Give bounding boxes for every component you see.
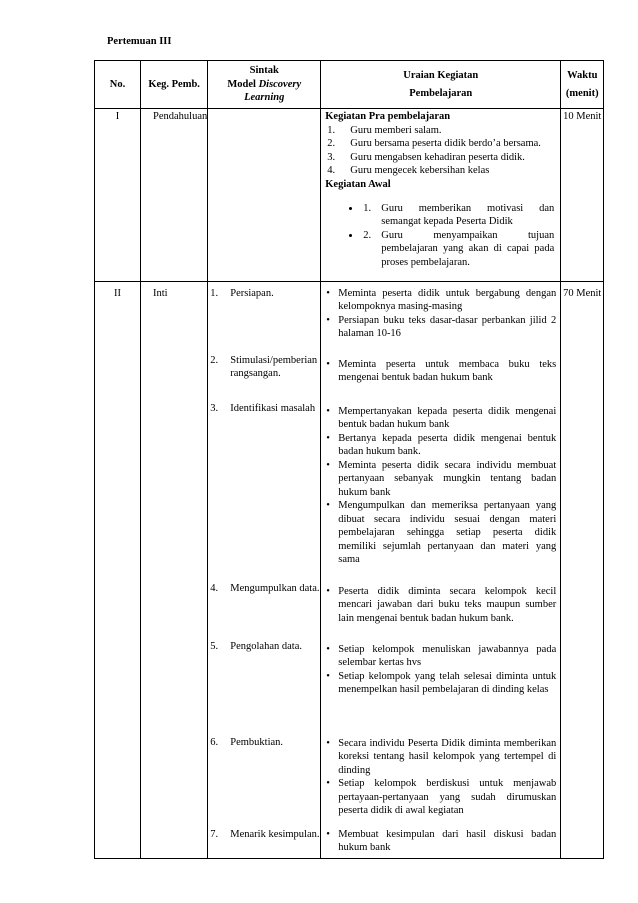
row1-no: I	[95, 109, 141, 282]
row2-uraian	[321, 281, 561, 858]
header-row	[95, 61, 604, 109]
sintak-step-text: Stimulasi/pemberian rangsangan.	[230, 354, 318, 379]
pra-item-text: Guru memberi salam.	[350, 124, 442, 136]
header-sintak-discovery: Discovery	[258, 78, 302, 90]
row-pendahuluan	[95, 109, 604, 282]
activity-group	[321, 287, 560, 341]
sintak-step	[208, 736, 320, 750]
sintak-step-number: 7.	[210, 828, 219, 840]
sintak-step-text: Identifikasi masalah	[230, 402, 316, 414]
activity-group	[321, 585, 560, 626]
header-waktu-line1: Waktu	[567, 70, 598, 81]
header-uraian-line1: Uraian Kegiatan	[403, 70, 479, 81]
sintak-step-number: 5.	[210, 640, 219, 652]
sintak-step-text: Persiapan.	[230, 287, 274, 299]
sintak-step	[208, 828, 320, 842]
header-keg: Keg. Pemb.	[141, 61, 208, 109]
pra-item	[321, 137, 560, 151]
header-uraian	[321, 61, 561, 109]
sintak-step-text: Mengumpulkan data.	[230, 582, 320, 594]
header-sintak-line3: Learning	[244, 92, 285, 104]
sintak-step-number: 3.	[210, 402, 219, 414]
awal-item-number: • 1.	[363, 202, 372, 214]
row2-keg: Inti	[141, 281, 208, 858]
header-uraian-line2: Pembelajaran	[409, 87, 473, 99]
row1-sintak	[208, 109, 321, 282]
activity-item: • Setiap kelompok berdiskusi untuk menjawab pertayaan-pertanyaan yang sudah dirumuskan peserta didik di awal kegiatan	[321, 777, 560, 818]
sintak-step-text: Pembuktian.	[230, 736, 284, 748]
row1-uraian	[321, 109, 561, 282]
sintak-step-text: Menarik kesimpulan.	[230, 828, 320, 840]
row2-waktu: 70 Menit	[561, 281, 604, 858]
activity-item: • Meminta peserta didik untuk bergabung dengan kelompoknya masing-masing	[321, 287, 560, 314]
pra-item	[321, 164, 560, 178]
activity-item: • Membuat kesimpulan dari hasil diskusi badan hukum bank	[321, 828, 560, 855]
awal-item-number: • 2.	[363, 229, 372, 241]
pra-item-text: Guru mengecek kebersihan kelas	[350, 165, 490, 176]
awal-item-text: Guru menyampaikan tujuan pembelajaran yang akan di capai pada proses pembelajaran.	[381, 229, 555, 268]
activity-item: • Peserta didik diminta secara kelompok kecil mencari jawaban dari buku teks maupun sumber lain mengenai bentuk badan hukum bank.	[321, 585, 560, 626]
header-sintak-line1: Sintak	[249, 65, 279, 77]
header-waktu-line2: (menit)	[565, 87, 599, 99]
activity-item: • Secara individu Peserta Didik diminta memberikan koreksi tentang hasil kelompok yang tertempel di dinding	[321, 737, 560, 778]
sintak-step-number: 6.	[210, 736, 219, 748]
row-inti	[95, 281, 604, 858]
sintak-step	[208, 640, 320, 654]
activity-group	[321, 737, 560, 818]
pra-item	[321, 151, 560, 165]
sintak-step-number: 2.	[210, 354, 219, 366]
pra-item-number: 1.	[327, 124, 336, 136]
activity-group	[321, 358, 560, 385]
row1-waktu: 10 Menit	[561, 109, 604, 282]
lesson-plan-table	[94, 60, 604, 859]
row2-no: II	[95, 281, 141, 858]
sintak-step-text: Pengolahan data.	[230, 640, 302, 652]
activity-item: • Setiap kelompok yang telah selesai diminta untuk menempelkan hasil pembelajaran di dinding kelas	[321, 670, 560, 697]
pra-item-text: Guru mengabsen kehadiran peserta didik.	[350, 151, 525, 163]
header-sintak	[208, 61, 321, 109]
activity-item: • Mempertanyakan kepada peserta didik mengenai bentuk badan hukum bank	[321, 405, 560, 432]
pra-title: Kegiatan Pra pembelajaran	[325, 111, 451, 122]
sintak-step	[208, 582, 320, 596]
pra-item-text: Guru bersama peserta didik berdo’a bersama.	[350, 138, 541, 149]
sintak-step	[208, 402, 320, 416]
activity-item: • Setiap kelompok menuliskan jawabannya pada selembar kertas hvs	[321, 643, 560, 670]
awal-item-text: Guru memberikan motivasi dan semangat kepada Peserta Didik	[381, 202, 555, 227]
pra-item-number: 4.	[327, 165, 336, 176]
header-sintak-line2	[208, 78, 320, 92]
awal-title: Kegiatan Awal	[325, 178, 391, 190]
header-sintak-model: Model	[227, 78, 259, 90]
activity-item: • Mengumpulkan dan memeriksa pertanyaan yang dibuat secara individu sesuai dengan materi pembelajaran sehingga setiap peserta didik memiliki sejumlah pertanyaan dan materi yang sama	[321, 499, 560, 567]
activity-group	[321, 405, 560, 567]
sintak-step-number: 4.	[210, 582, 219, 594]
page-heading: Pertemuan III	[107, 36, 172, 47]
activity-item: • Meminta peserta didik secara individu membuat pertanyaan sebanyak mungkin tentang badan hukum bank	[321, 459, 560, 500]
awal-item	[361, 202, 560, 229]
header-no: No.	[95, 61, 141, 109]
pra-item-number: 2.	[327, 138, 336, 149]
pra-item-number: 3.	[327, 151, 336, 163]
awal-item	[361, 229, 560, 270]
pra-list	[321, 124, 560, 178]
header-waktu	[561, 61, 604, 109]
sintak-step	[208, 354, 320, 381]
activity-group	[321, 828, 560, 855]
pra-item	[321, 124, 560, 138]
row1-keg: Pendahuluan	[141, 109, 208, 282]
activity-item: • Persiapan buku teks dasar-dasar perbankan jilid 2 halaman 10-16	[321, 314, 560, 341]
activity-item: • Meminta peserta untuk membaca buku teks mengenai bentuk badan hukum bank	[321, 358, 560, 385]
sintak-step	[208, 287, 320, 301]
activity-group	[321, 643, 560, 697]
row2-sintak	[208, 281, 321, 858]
awal-list	[321, 202, 560, 270]
sintak-step-number: 1.	[210, 287, 219, 299]
activity-item: • Bertanya kepada peserta didik mengenai bentuk badan hukum bank.	[321, 432, 560, 459]
